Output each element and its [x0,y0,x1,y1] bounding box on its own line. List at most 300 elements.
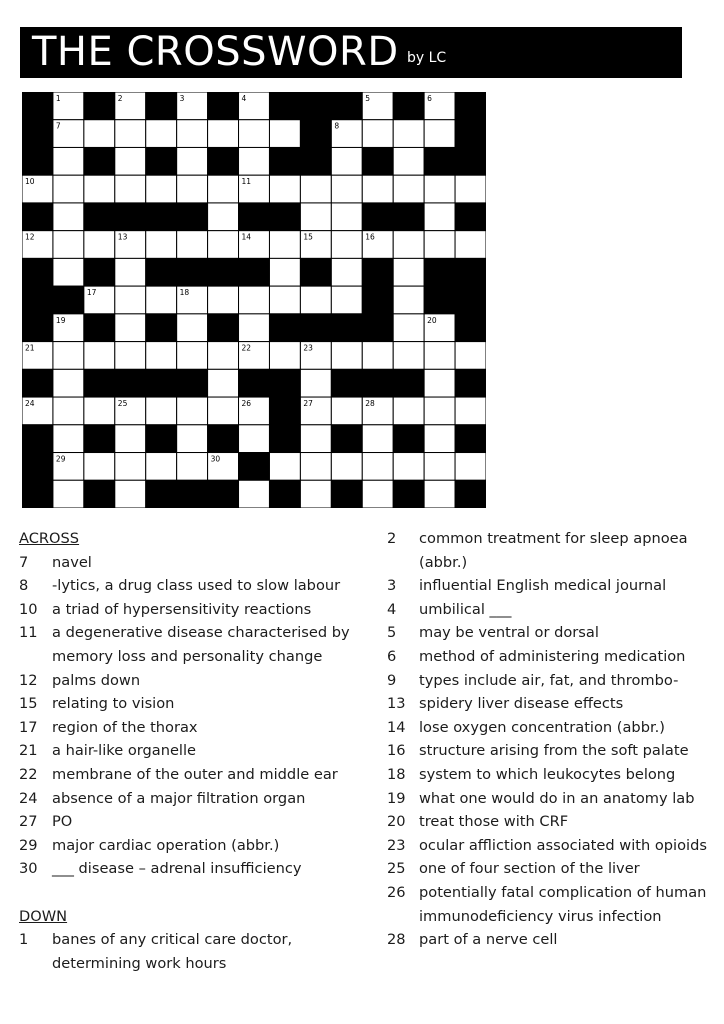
letter-cell[interactable] [115,425,146,453]
letter-cell[interactable] [84,453,115,481]
down-clue-list [19,928,364,975]
block-cell [331,480,362,508]
clue-number: 2 [387,530,397,547]
block-cell [300,120,331,148]
block-cell [22,425,53,453]
letter-cell[interactable] [393,147,424,175]
clue-number: 24 [19,789,38,807]
clue-number: 17 [19,718,38,736]
letter-cell[interactable] [146,120,177,148]
block-cell [177,258,208,286]
letter-cell[interactable] [424,203,455,231]
letter-cell[interactable] [455,231,486,259]
clue-text: ocular affliction associated with opioids [419,836,707,854]
clue-number: 29 [19,836,38,854]
clue-text: relating to vision [52,695,175,713]
clue-item [19,834,364,858]
cell-number: 25 [117,399,128,409]
block-cell [22,286,53,314]
block-cell [146,147,177,175]
letter-cell[interactable] [239,147,270,175]
letter-cell[interactable] [146,286,177,314]
block-cell [331,369,362,397]
block-cell [269,397,300,425]
cell-number: 14 [241,232,252,242]
letter-cell[interactable] [84,175,115,203]
clue-text: a degenerative disease characterised by memory loss and personality change [52,624,350,665]
cell-number: 18 [179,288,190,298]
clue-text: membrane of the outer and middle ear [52,765,338,783]
letter-cell[interactable] [331,286,362,314]
letter-cell[interactable] [331,258,362,286]
letter-cell[interactable] [146,342,177,370]
clue-text: common treatment for sleep apnoea (abbr.) [419,530,688,571]
letter-cell[interactable] [53,480,84,508]
block-cell [84,369,115,397]
letter-cell[interactable] [177,314,208,342]
cell-number: 15 [303,232,313,242]
cell-number: 5 [365,94,371,103]
clue-text: spidery liver disease effects [419,695,624,713]
clue-item [387,669,721,693]
clue-number: 7 [19,553,29,571]
block-cell [177,480,208,508]
block-cell [424,147,455,175]
block-cell [146,369,177,397]
letter-cell[interactable] [362,175,393,203]
block-cell [115,203,146,231]
clue-text: banes of any critical care doctor, determining work hours [52,931,293,972]
letter-cell[interactable] [362,425,393,453]
block-cell [455,286,486,314]
clue-item [19,574,364,598]
block-cell [208,147,239,175]
letter-cell[interactable] [424,342,455,370]
letter-cell[interactable] [362,453,393,481]
clue-text: influential English medical journal [419,577,667,595]
cell-number: 10 [25,177,35,187]
block-cell [362,203,393,231]
clue-number: 16 [387,742,406,760]
block-cell [84,258,115,286]
clue-number: 23 [387,836,406,854]
letter-cell[interactable] [300,203,331,231]
clue-item [19,739,364,763]
letter-cell[interactable] [424,397,455,425]
block-cell [455,314,486,342]
block-cell [146,480,177,508]
clue-text: umbilical ___ [419,600,512,618]
clue-item [19,598,364,622]
clue-item [19,787,364,811]
letter-cell[interactable] [455,342,486,370]
cell-number: 22 [241,343,252,353]
letter-cell[interactable] [115,453,146,481]
clue-number: 5 [387,624,397,642]
clue-item [387,574,721,598]
clue-text: part of a nerve cell [419,931,558,949]
clue-text: ___ disease – adrenal insufficiency [52,860,302,878]
clue-number: 13 [387,695,406,713]
clue-item [387,857,721,881]
block-cell [362,147,393,175]
block-cell [22,147,53,175]
letter-cell[interactable] [393,286,424,314]
clue-text: one of four section of the liver [419,860,640,878]
cell-number: 19 [55,315,66,325]
cell-number: 13 [117,232,128,242]
block-cell [22,480,53,508]
letter-cell[interactable] [424,453,455,481]
letter-cell[interactable] [177,231,208,259]
cell-number: 7 [55,121,61,131]
block-cell [22,92,53,120]
block-cell [146,425,177,453]
clue-number: 25 [387,860,406,878]
letter-cell[interactable] [424,369,455,397]
letter-cell[interactable] [146,231,177,259]
block-cell [84,425,115,453]
clue-item [387,787,721,811]
clue-item [387,621,721,645]
block-cell [84,147,115,175]
clue-item [387,527,721,574]
letter-cell[interactable] [331,397,362,425]
cell-number: 17 [86,288,97,298]
block-cell [269,147,300,175]
clue-item [387,739,721,763]
letter-cell[interactable] [331,231,362,259]
block-cell [393,92,424,120]
letter-cell[interactable] [177,147,208,175]
block-cell [208,425,239,453]
clue-number: 28 [387,931,406,949]
letter-cell[interactable] [424,231,455,259]
block-cell [84,314,115,342]
clue-text: method of administering medication [419,647,686,665]
block-cell [269,314,300,342]
clue-text: treat those with CRF [419,813,569,831]
block-cell [22,453,53,481]
clue-number: 19 [387,789,406,807]
letter-cell[interactable] [177,120,208,148]
letter-cell[interactable] [455,175,486,203]
letter-cell[interactable] [208,286,239,314]
block-cell [300,92,331,120]
clue-number: 3 [387,577,397,595]
letter-cell[interactable] [239,480,270,508]
letter-cell[interactable] [177,342,208,370]
clue-item [19,692,364,716]
letter-cell[interactable] [362,480,393,508]
letter-cell[interactable] [300,286,331,314]
block-cell [362,369,393,397]
letter-cell[interactable] [393,120,424,148]
clue-number: 1 [19,931,29,949]
clue-item [19,551,364,575]
letter-cell[interactable] [424,120,455,148]
block-cell [84,203,115,231]
cell-number: 20 [427,315,437,325]
cell-number: 4 [241,94,247,103]
letter-cell[interactable] [455,453,486,481]
clue-item [19,928,364,975]
cell-number: 23 [303,343,313,353]
letter-cell[interactable] [269,286,300,314]
letter-cell[interactable] [115,314,146,342]
clue-number: 15 [19,695,38,713]
block-cell [177,369,208,397]
clue-text: lose oxygen concentration (abbr.) [419,718,665,736]
block-cell [239,369,270,397]
block-cell [331,92,362,120]
block-cell [146,92,177,120]
clue-text: structure arising from the soft palate [419,742,689,760]
letter-cell[interactable] [53,147,84,175]
letter-cell[interactable] [239,314,270,342]
clue-item [387,928,721,952]
letter-cell[interactable] [393,453,424,481]
cell-number: 1 [55,94,61,103]
letter-cell[interactable] [455,397,486,425]
letter-cell[interactable] [208,397,239,425]
clue-text: may be ventral or dorsal [419,624,599,642]
across-clue-list [19,551,364,881]
letter-cell[interactable] [393,175,424,203]
letter-cell[interactable] [115,147,146,175]
letter-cell[interactable] [146,175,177,203]
clue-text: absence of a major filtration organ [52,789,306,807]
block-cell [455,120,486,148]
block-cell [22,258,53,286]
block-cell [393,425,424,453]
letter-cell[interactable] [393,258,424,286]
clue-text: major cardiac operation (abbr.) [52,836,280,854]
block-cell [84,92,115,120]
block-cell [393,369,424,397]
cell-number: 9 [303,149,309,159]
cell-number: 12 [25,232,35,242]
block-cell [331,314,362,342]
letter-cell[interactable] [53,369,84,397]
clue-number: 12 [19,671,38,689]
clue-text: system to which leukocytes belong [419,765,676,783]
letter-cell[interactable] [362,342,393,370]
letter-cell[interactable] [393,231,424,259]
letter-cell[interactable] [208,175,239,203]
block-cell [177,203,208,231]
letter-cell[interactable] [239,286,270,314]
letter-cell[interactable] [362,120,393,148]
letter-cell[interactable] [84,342,115,370]
clue-item [387,810,721,834]
block-cell [269,369,300,397]
block-cell [146,314,177,342]
block-cell [362,286,393,314]
cell-number: 30 [210,454,221,464]
letter-cell[interactable] [208,231,239,259]
clue-number: 21 [19,742,38,760]
letter-cell[interactable] [239,120,270,148]
block-cell [393,203,424,231]
letter-cell[interactable] [53,342,84,370]
letter-cell[interactable] [269,453,300,481]
block-cell [362,314,393,342]
letter-cell[interactable] [84,397,115,425]
clue-number: 27 [19,813,38,831]
cell-number: 28 [365,399,375,409]
block-cell [455,203,486,231]
letter-cell[interactable] [53,425,84,453]
clue-text: a triad of hypersensitivity reactions [52,600,312,618]
block-cell [362,258,393,286]
letter-cell[interactable] [146,397,177,425]
block-cell [455,92,486,120]
clue-text: region of the thorax [52,718,198,736]
letter-cell[interactable] [269,175,300,203]
block-cell [455,480,486,508]
clue-number: 18 [387,765,406,783]
block-cell [300,314,331,342]
letter-cell[interactable] [53,397,84,425]
cell-number: 11 [241,177,252,187]
clue-text: what one would do in an anatomy lab [419,789,695,807]
letter-cell[interactable] [84,231,115,259]
letter-cell[interactable] [424,425,455,453]
block-cell [84,480,115,508]
clue-number: 20 [387,813,406,831]
letter-cell[interactable] [269,342,300,370]
block-cell [208,480,239,508]
letter-cell[interactable] [424,480,455,508]
byline: by LC [407,50,447,66]
block-cell [269,203,300,231]
clue-item [387,598,721,622]
letter-cell[interactable] [115,286,146,314]
letter-cell[interactable] [424,175,455,203]
letter-cell[interactable] [53,203,84,231]
letter-cell[interactable] [115,120,146,148]
letter-cell[interactable] [177,425,208,453]
block-cell [208,92,239,120]
clues-left-column [19,527,364,975]
clue-item [387,834,721,858]
letter-cell[interactable] [300,480,331,508]
letter-cell[interactable] [115,342,146,370]
clue-item [19,621,364,668]
letter-cell[interactable] [393,397,424,425]
cell-number: 16 [365,232,375,242]
letter-cell[interactable] [300,425,331,453]
cell-number: 26 [241,399,252,409]
clue-item [19,810,364,834]
letter-cell[interactable] [331,203,362,231]
letter-cell[interactable] [53,175,84,203]
clue-item [387,716,721,740]
block-cell [455,258,486,286]
letter-cell[interactable] [331,147,362,175]
clue-text: palms down [52,671,141,689]
page-title: THE CROSSWORD [32,29,399,75]
letter-cell[interactable] [331,175,362,203]
letter-cell[interactable] [393,342,424,370]
cell-number: 6 [427,94,432,103]
clue-text: -lytics, a drug class used to slow labour [52,577,341,595]
letter-cell[interactable] [177,397,208,425]
title-bar [20,27,682,78]
clue-number: 6 [387,647,397,665]
letter-cell[interactable] [146,453,177,481]
letter-cell[interactable] [300,175,331,203]
letter-cell[interactable] [208,203,239,231]
block-cell [22,120,53,148]
block-cell [424,286,455,314]
letter-cell[interactable] [300,453,331,481]
clues-right-column [387,527,721,952]
letter-cell[interactable] [208,120,239,148]
letter-cell[interactable] [269,231,300,259]
letter-cell[interactable] [393,314,424,342]
clue-item [19,857,364,881]
clue-item [387,692,721,716]
letter-cell[interactable] [115,175,146,203]
across-heading: ACROSS [19,530,80,547]
cell-number: 21 [25,343,35,353]
letter-cell[interactable] [331,342,362,370]
clue-text: potentially fatal complication of human immunodeficiency virus infection [419,883,707,925]
clue-number: 11 [19,624,38,642]
block-cell [208,258,239,286]
letter-cell[interactable] [53,258,84,286]
down-clue-list-continued [387,527,721,952]
cell-number: 3 [179,94,185,103]
block-cell [269,92,300,120]
clue-number: 26 [387,883,406,901]
block-cell [53,286,84,314]
cell-number: 24 [25,399,35,409]
cell-number: 27 [303,399,313,409]
letter-cell[interactable] [208,369,239,397]
down-heading: DOWN [19,907,68,925]
clue-item [387,645,721,669]
clue-number: 30 [19,860,38,878]
block-cell [393,480,424,508]
cell-number: 29 [55,454,66,464]
letter-cell[interactable] [115,480,146,508]
letter-cell[interactable] [177,175,208,203]
letter-cell[interactable] [269,120,300,148]
clue-item [19,716,364,740]
letter-cell[interactable] [177,453,208,481]
letter-cell[interactable] [300,369,331,397]
letter-cell[interactable] [239,425,270,453]
clue-number: 14 [387,718,406,736]
letter-cell[interactable] [84,120,115,148]
block-cell [146,203,177,231]
letter-cell[interactable] [208,342,239,370]
letter-cell[interactable] [331,453,362,481]
letter-cell[interactable] [115,258,146,286]
block-cell [239,258,270,286]
crossword-grid[interactable] [22,92,486,508]
letter-cell[interactable] [269,258,300,286]
letter-cell[interactable] [53,231,84,259]
block-cell [455,147,486,175]
clue-number: 10 [19,600,38,618]
block-cell [22,203,53,231]
block-cell [269,480,300,508]
clue-item [19,763,364,787]
